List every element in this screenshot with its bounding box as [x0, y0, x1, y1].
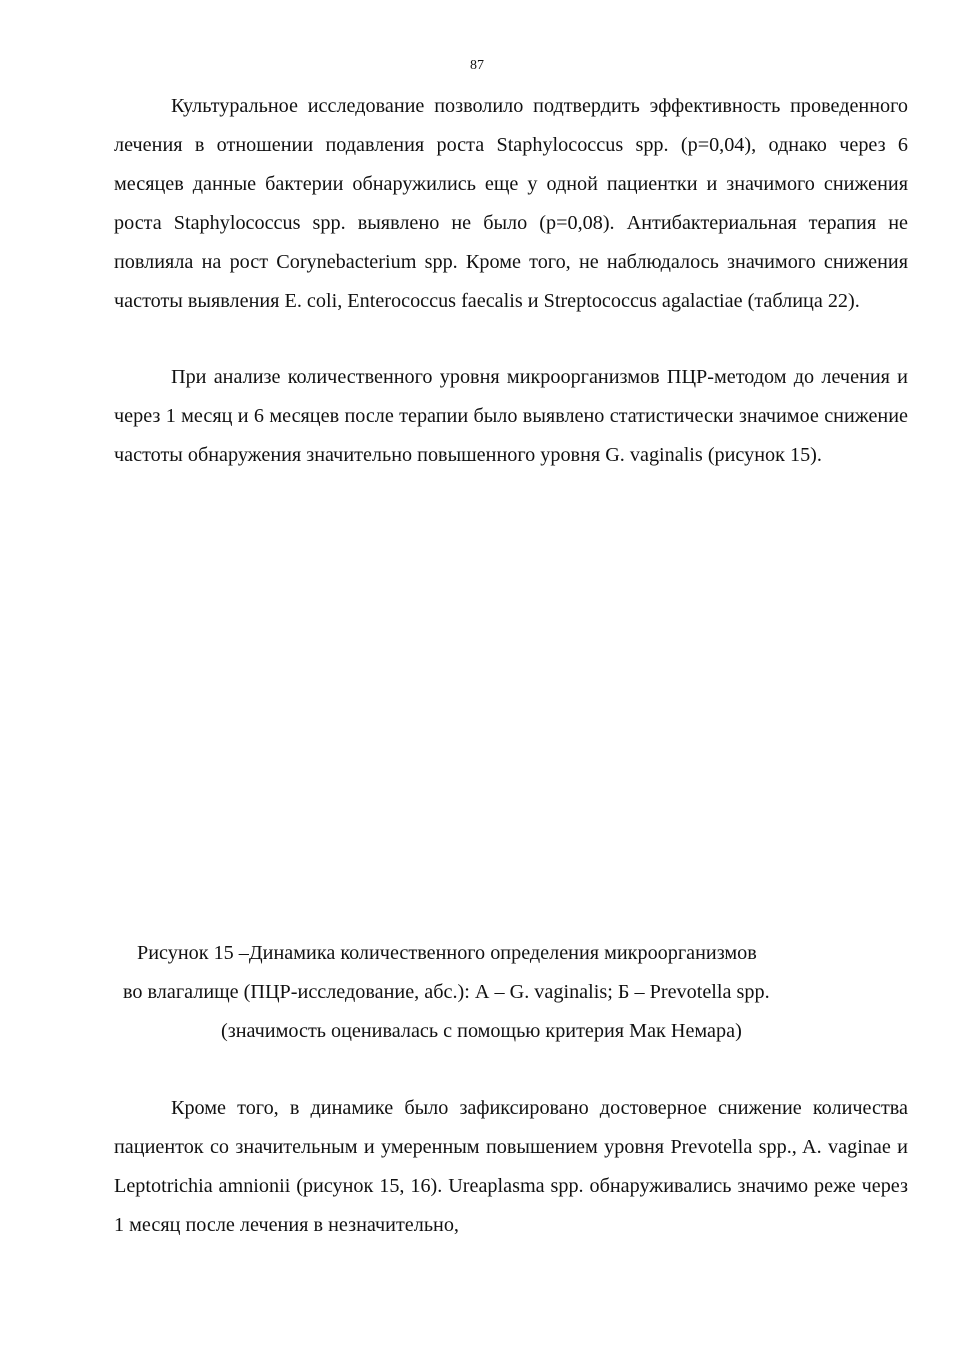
figure-caption-line-3: (значимость оценивалась с помощью критерия Мак Немара): [221, 1020, 742, 1042]
body-paragraph-dynamics: Кроме того, в динамике было зафиксировано достоверное снижение количества пациенток со значительным и умеренным повышением уровня Prevotella spp., A. vaginae и Leptotrichia amnionii (рисунок 15, 16). Ureaplasma spp. обнаруживались значимо реже через 1 месяц после лечения в незначительно,: [114, 1097, 908, 1236]
figure-caption-line-1: Рисунок 15 –Динамика количественного определения микроорганизмов: [137, 942, 757, 964]
body-paragraph-pcr-analysis: При анализе количественного уровня микроорганизмов ПЦР-методом до лечения и через 1 месяц и 6 месяцев после терапии было выявлено статистически значимое снижение частоты обнаружения значительно повышенного уровня G. vaginalis (рисунок 15).: [114, 366, 908, 466]
page-number: 87: [470, 58, 484, 73]
figure-caption-line-2: во влагалище (ПЦР-исследование, абс.): А – G. vaginalis; Б – Prevotella spp.: [123, 981, 770, 1003]
body-paragraph-culture-study: Культуральное исследование позволило подтвердить эффективность проведенного лечения в отношении подавления роста Staphylococcus spp. (p=0,04), однако через 6 месяцев данные бактерии обнаружились еще у одной пациентки и значимого снижения роста Staphylococcus spp. выявлено не было (p=0,08). Антибактериальная терапия не повлияла на рост Corynebacterium spp. Кроме того, не наблюдалось значимого снижения частоты выявления E. coli, Enterococcus faecalis и Streptococcus agalactiae (таблица 22).: [114, 95, 908, 312]
figure-15-placeholder: [114, 525, 908, 920]
